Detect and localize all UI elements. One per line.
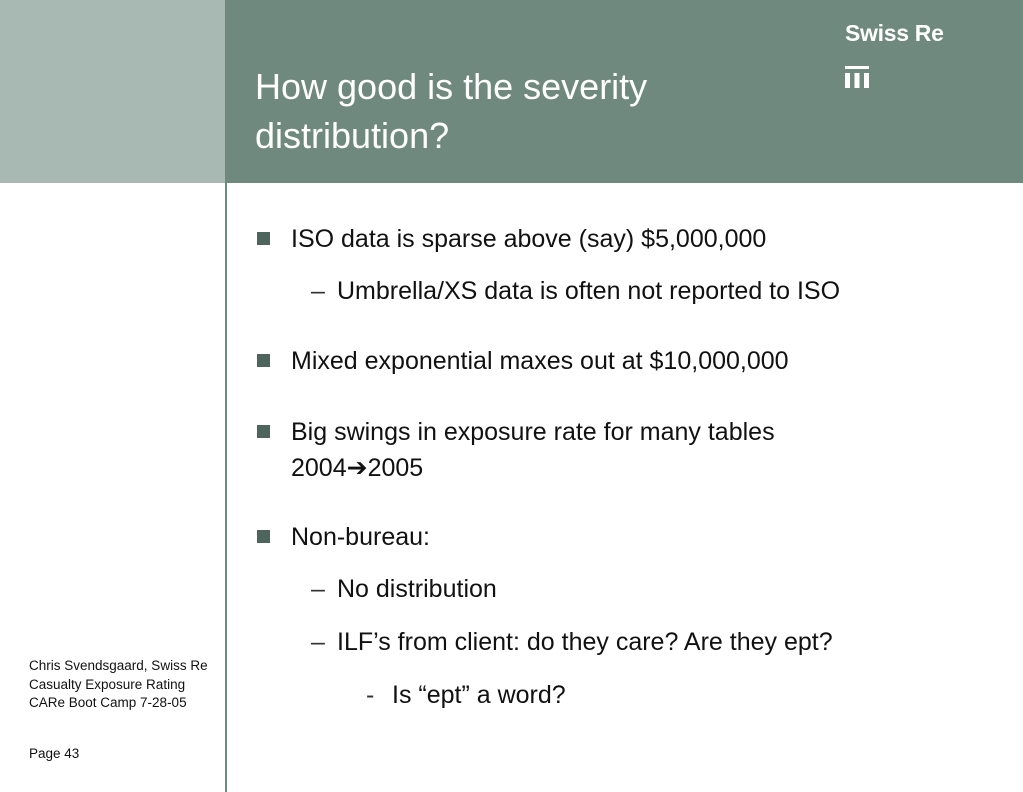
footer-info [29,657,208,713]
bullet-text: Mixed exponential maxes out at $10,000,000 [291,347,789,375]
bullet-square-icon [257,425,270,438]
bullet-square-icon [257,232,270,245]
dash-marker: – [311,575,325,603]
year-from: 2004 [291,454,347,482]
bullet-square-icon [257,530,270,543]
slide-title: How good is the severity distribution? [255,66,648,156]
vertical-divider [225,183,227,792]
bullet-text [291,415,891,486]
footer-author: Chris Svendsgaard, Swiss Re [29,658,208,673]
sub-sub-bullet-text: Is “ept” a word? [392,681,566,709]
dash-marker: – [311,277,325,305]
dash-marker: – [311,628,325,656]
bullet-text: Non-bureau: [291,523,430,551]
bullet-text-line1: Big swings in exposure rate for many tables [291,418,775,446]
footer-course: Casualty Exposure Rating [29,676,186,692]
sub-bullet-text: ILF’s from client: do they care? Are they ept? [337,628,833,656]
year-to: 2005 [367,454,424,482]
right-arrow-icon: ➔ [346,453,368,482]
sub-bullet-text: Umbrella/XS data is often not reported to ISO [337,277,841,305]
footer-event: CARe Boot Camp 7-28-05 [29,695,187,710]
bullet-text: ISO data is sparse above (say) $5,000,000 [291,225,767,253]
left-header-band [0,0,225,183]
bullet-square-icon [257,354,270,367]
hyphen-marker: - [366,681,375,709]
sub-bullet-text: No distribution [337,575,497,603]
page-number: Page 43 [29,746,80,761]
swiss-re-logo-text: Swiss Re [845,20,944,46]
swiss-re-logo-icon [845,66,869,88]
